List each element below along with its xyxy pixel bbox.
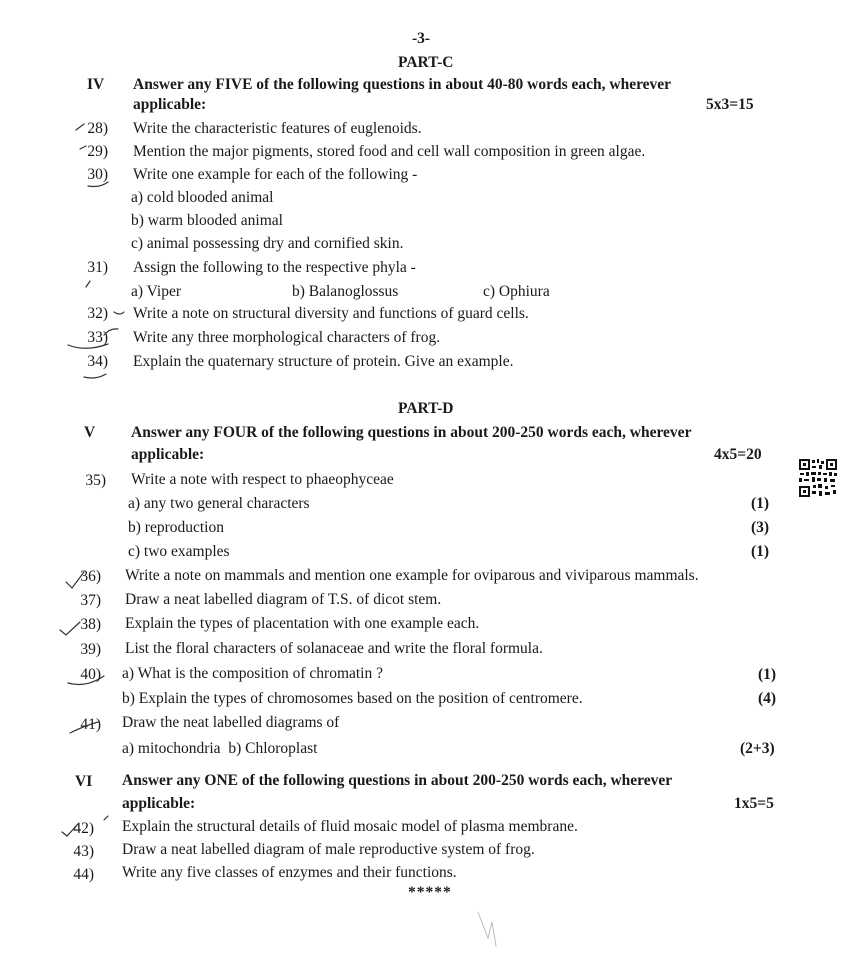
question-number: 44) (73, 866, 94, 883)
part-d-marks: 4x5=20 (714, 446, 762, 463)
option-viper: a) Viper (131, 283, 181, 300)
section-v-label: V (84, 424, 96, 441)
question-number: 33) (87, 329, 108, 346)
section-vi-marks: 1x5=5 (734, 795, 774, 812)
tick-mark (80, 146, 86, 149)
question-text: Draw a neat labelled diagram of male reproductive system of frog. (122, 841, 535, 858)
part-d-applicable: applicable: (131, 446, 205, 463)
question-text: Write the characteristic features of euglenoids. (133, 120, 422, 137)
faint-pen-mark (478, 912, 496, 946)
question-subpart: a) mitochondria b) Chloroplast (122, 740, 318, 757)
question-text: Explain the types of placentation with one example each. (125, 615, 480, 632)
page-number: -3- (412, 30, 431, 47)
question-subpart: a) any two general characters (128, 495, 310, 512)
part-d-instruction: Answer any FOUR of the following questions in about 200-250 words each, wherever (131, 424, 692, 441)
question-number: 29) (87, 143, 108, 160)
question-text: b) Explain the types of chromosomes based on the position of centromere. (122, 690, 583, 707)
question-number: 42) (73, 820, 94, 837)
tick-mark (70, 722, 98, 733)
question-number: 30) (87, 166, 108, 183)
tick-mark (66, 572, 84, 588)
question-number: 32) (87, 305, 108, 322)
tick-mark (104, 329, 118, 335)
option-balanoglossus: b) Balanoglossus (292, 283, 399, 300)
option-ophiura: c) Ophiura (483, 283, 550, 300)
section-vi-applicable: applicable: (122, 795, 196, 812)
question-text: Draw the neat labelled diagrams of (122, 714, 340, 731)
subpart-marks: (2+3) (740, 740, 775, 757)
tick-mark (84, 374, 106, 378)
question-subpart: b) warm blooded animal (131, 212, 283, 229)
question-number: 31) (87, 259, 108, 276)
tick-mark (76, 124, 84, 130)
question-number: 43) (73, 843, 94, 860)
question-text: Write any three morphological characters of frog. (133, 329, 441, 346)
tick-mark (68, 344, 108, 348)
question-subpart: c) two examples (128, 543, 230, 560)
question-number: 41) (80, 716, 101, 733)
end-of-paper-mark: ***** (408, 884, 452, 901)
question-subpart: a) cold blooded animal (131, 189, 274, 206)
question-text: Explain the quaternary structure of protein. Give an example. (133, 353, 514, 370)
subpart-marks: (1) (758, 666, 777, 683)
question-number: 36) (80, 568, 101, 585)
subpart-marks: (1) (751, 543, 770, 560)
question-number: 40) (80, 666, 101, 683)
question-text: a) What is the composition of chromatin ? (122, 665, 383, 682)
question-text: Write any five classes of enzymes and their functions. (122, 864, 457, 881)
tick-mark (104, 816, 108, 820)
part-c-applicable: applicable: (133, 96, 207, 113)
question-text: Mention the major pigments, stored food and cell wall composition in green algae. (133, 143, 646, 160)
tick-mark (60, 622, 80, 635)
subpart-marks: (4) (758, 690, 777, 707)
section-vi-label: VI (75, 773, 93, 790)
tick-mark (86, 281, 90, 287)
section-iv-label: IV (87, 76, 105, 93)
part-d-title: PART-D (398, 400, 454, 417)
question-text: Write one example for each of the following - (133, 166, 418, 183)
question-text: Write a note on mammals and mention one example for oviparous and viviparous mammals. (125, 567, 699, 584)
tick-mark (114, 312, 124, 314)
tick-mark (88, 182, 108, 187)
question-text: List the floral characters of solanaceae and write the floral formula. (125, 640, 543, 657)
question-number: 37) (80, 592, 101, 609)
question-text: Write a note with respect to phaeophyceae (131, 471, 394, 488)
part-c-instruction: Answer any FIVE of the following questions in about 40-80 words each, wherever (133, 76, 672, 93)
question-number: 39) (80, 641, 101, 658)
question-text: Draw a neat labelled diagram of T.S. of dicot stem. (125, 591, 442, 608)
section-vi-instruction: Answer any ONE of the following questions in about 200-250 words each, wherever (122, 772, 673, 789)
question-subpart: b) reproduction (128, 519, 224, 536)
question-number: 35) (85, 472, 106, 489)
question-subpart: c) animal possessing dry and cornified skin. (131, 235, 404, 252)
subpart-marks: (1) (751, 495, 770, 512)
question-text: Assign the following to the respective phyla - (133, 259, 416, 276)
tick-mark (68, 676, 104, 684)
question-number: 28) (87, 120, 108, 137)
part-c-marks: 5x3=15 (706, 96, 754, 113)
question-text: Explain the structural details of fluid mosaic model of plasma membrane. (122, 818, 578, 835)
question-text: Write a note on structural diversity and functions of guard cells. (133, 305, 529, 322)
part-c-title: PART-C (398, 54, 454, 71)
subpart-marks: (3) (751, 519, 770, 536)
tick-mark (62, 824, 78, 836)
question-number: 34) (87, 353, 108, 370)
question-number: 38) (80, 616, 101, 633)
